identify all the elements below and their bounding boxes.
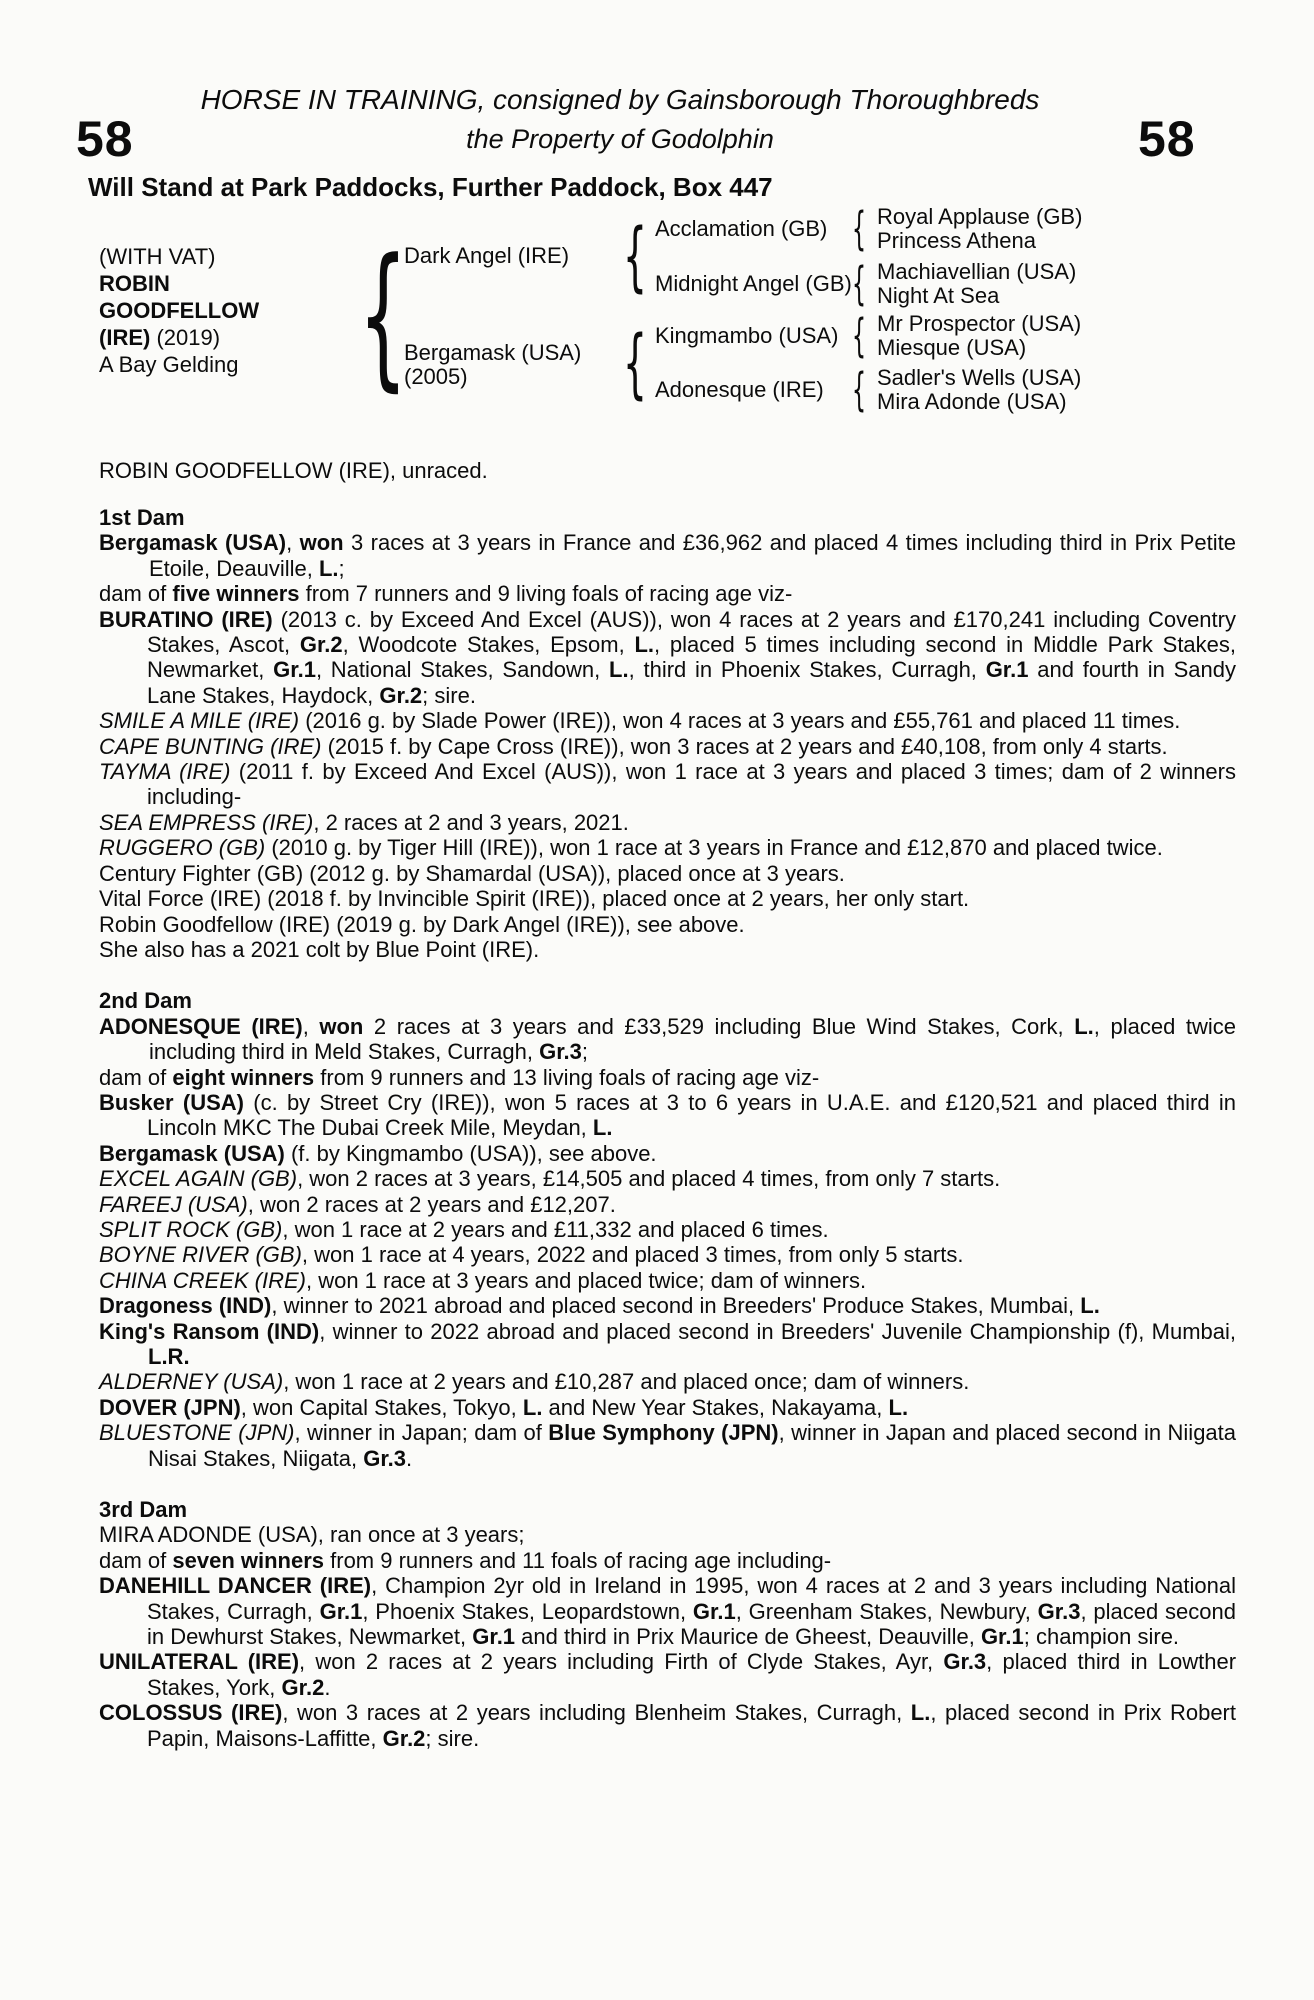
brace-icon: { xyxy=(622,211,648,300)
pedigree-text-paragraph xyxy=(99,1369,1236,1394)
text-segment: won xyxy=(319,1013,364,1039)
text-segment: five winners xyxy=(172,581,300,607)
text-segment: seven winners xyxy=(172,1547,325,1573)
text-segment: L. xyxy=(910,1700,931,1726)
race-record-line: ROBIN GOODFELLOW (IRE), unraced. xyxy=(99,458,488,483)
text-segment: , placed 5 times including second in Middle Park Stakes, Newmarket, xyxy=(147,632,1237,683)
text-segment: , Phoenix Stakes, Leopardstown, xyxy=(362,1598,693,1624)
section-title: 3rd Dam xyxy=(99,1497,188,1523)
text-segment: EXCEL AGAIN (GB) xyxy=(99,1166,298,1192)
text-segment: , won 1 race at 3 years and placed twice; dam of winners. xyxy=(305,1267,867,1293)
brace-icon: { xyxy=(622,318,648,407)
horse-name-line1: ROBIN xyxy=(99,271,170,296)
text-segment: Gr.2 xyxy=(299,632,343,658)
horse-description: A Bay Gelding xyxy=(99,352,239,377)
text-segment: 2 races at 3 years and £33,529 including Blue Wind Stakes, Cork, xyxy=(363,1013,1075,1039)
text-segment: Gr.2 xyxy=(281,1674,325,1700)
text-segment: Gr.3 xyxy=(363,1445,407,1471)
pedigree-text-paragraph xyxy=(99,1522,1236,1547)
sire-name: Dark Angel (IRE) xyxy=(404,243,570,268)
text-segment: L. xyxy=(1080,1293,1100,1319)
text-segment: ADONESQUE (IRE) xyxy=(99,1013,303,1039)
dam-year: (2005) xyxy=(404,364,468,389)
great-grandparent-name: Royal Applause (GB) xyxy=(877,204,1083,229)
text-segment: Gr.1 xyxy=(985,657,1029,683)
text-segment: , National Stakes, Sandown, xyxy=(315,657,610,683)
text-segment: King's Ransom (IND) xyxy=(99,1318,320,1344)
text-segment: Gr.1 xyxy=(472,1624,516,1650)
horse-suffix-year xyxy=(99,325,220,351)
pedigree-text-paragraph xyxy=(99,1420,1236,1471)
stand-location-line: Will Stand at Park Paddocks, Further Paddock, Box 447 xyxy=(88,172,773,202)
text-segment: , third in Phoenix Stakes, Curragh, xyxy=(628,657,986,683)
text-segment: L.R. xyxy=(148,1344,190,1369)
text-segment: , 2 races at 2 and 3 years, 2021. xyxy=(313,809,629,835)
pedigree-text-paragraph xyxy=(99,810,1236,835)
property-line: the Property of Godolphin xyxy=(466,124,774,154)
pedigree-text-paragraph xyxy=(99,1090,1236,1141)
vat-note: (WITH VAT) xyxy=(99,244,216,269)
pedigree-text-paragraph xyxy=(99,708,1236,733)
pedigree-text-paragraph xyxy=(99,835,1236,860)
great-grandparent-name: Princess Athena xyxy=(877,228,1036,253)
horse-name-line2: GOODFELLOW xyxy=(99,298,260,323)
text-segment: (c. by Street Cry (IRE)), won 5 races at 3 to 6 years in U.A.E. and £120,521 and placed third in Lincoln MKC The Dubai Creek Mile, Meydan, xyxy=(147,1089,1236,1141)
text-segment: , placed twice including third in Meld Stakes, Curragh, xyxy=(149,1013,1236,1065)
pedigree-text-paragraph xyxy=(99,734,1236,759)
text-segment: and New Year Stakes, Nakayama, xyxy=(542,1394,889,1420)
brace-icon: { xyxy=(358,225,408,406)
text-segment: , Greenham Stakes, Newbury, xyxy=(735,1598,1038,1624)
text-segment: , xyxy=(286,530,300,556)
text-segment: , winner to 2021 abroad and placed second in Breeders' Produce Stakes, Mumbai, xyxy=(271,1293,1081,1319)
text-segment: , won 2 races at 3 years, £14,505 and placed 4 times, from only 7 starts. xyxy=(297,1166,1001,1192)
text-segment: (2011 f. by Exceed And Excel (AUS)), won 1 race at 3 years and placed 3 times; dam of 2 winners including- xyxy=(147,759,1236,810)
text-segment: ; sire. xyxy=(422,682,476,708)
text-segment: CAPE BUNTING (IRE) xyxy=(99,733,322,759)
text-segment: DOVER (JPN) xyxy=(99,1394,241,1420)
pedigree-text-paragraph xyxy=(99,1242,1236,1267)
text-segment: CHINA CREEK (IRE) xyxy=(99,1267,306,1293)
text-segment: L. xyxy=(634,632,655,658)
pedigree-text-paragraph xyxy=(99,1065,1236,1090)
text-segment: Blue Symphony (JPN) xyxy=(548,1420,779,1446)
pedigree-text-paragraph xyxy=(99,581,1236,606)
text-segment: from 9 runners and 11 foals of racing age including- xyxy=(324,1547,832,1573)
pedigree-text-paragraph xyxy=(99,607,1236,709)
grandparent-name: Midnight Angel (GB) xyxy=(655,271,852,296)
pedigree-text-paragraph xyxy=(99,1166,1236,1191)
text-segment: (2016 g. by Slade Power (IRE)), won 4 races at 3 years and £55,761 and placed 11 times. xyxy=(299,708,1181,734)
text-segment: won xyxy=(299,530,344,556)
text-segment: Gr.1 xyxy=(273,657,316,683)
great-grandparent-name: Sadler's Wells (USA) xyxy=(877,365,1082,390)
text-segment: and fourth in Sandy Lane Stakes, Haydock, xyxy=(147,657,1237,708)
text-segment: (2013 c. by Exceed And Excel (AUS)), won 4 races at 2 years and £170,241 including Coventry Stakes, Ascot, xyxy=(147,606,1236,658)
text-segment: , winner to 2022 abroad and placed second in Breeders' Juvenile Championship (f), Mumbai, xyxy=(319,1318,1237,1344)
text-segment: BOYNE RIVER (GB) xyxy=(99,1242,302,1268)
text-segment: SPLIT ROCK (GB) xyxy=(99,1216,283,1242)
pedigree-text-paragraph xyxy=(99,1395,1236,1420)
pedigree-text-paragraph xyxy=(99,937,1236,962)
text-segment: L. xyxy=(592,1115,613,1141)
text-segment: RUGGERO (GB) xyxy=(99,835,266,861)
text-segment: , placed third in Lowther Stakes, York, xyxy=(147,1649,1237,1700)
text-segment: , placed second in Dewhurst Stakes, Newmarket, xyxy=(147,1598,1236,1650)
text-segment: MIRA ADONDE (USA), ran once at 3 years; xyxy=(99,1522,525,1548)
text-segment: (2010 g. by Tiger Hill (IRE)), won 1 race at 3 years in France and £12,870 and placed twice. xyxy=(265,835,1163,861)
great-grandparent-name: Night At Sea xyxy=(877,283,1000,308)
section-title: 1st Dam xyxy=(99,505,185,530)
pedigree-details xyxy=(99,505,1236,1751)
text-segment: SMILE A MILE (IRE) xyxy=(99,708,300,734)
pedigree-text-paragraph xyxy=(99,530,1236,581)
text-segment: , won Capital Stakes, Tokyo, xyxy=(240,1394,523,1420)
text-segment: ; xyxy=(581,1039,589,1065)
grandparent-name: Acclamation (GB) xyxy=(655,216,828,241)
brace-icon: { xyxy=(851,363,867,416)
text-segment: , won 1 race at 4 years, 2022 and placed 3 times, from only 5 starts. xyxy=(301,1242,964,1268)
pedigree-text-paragraph xyxy=(99,1548,1236,1573)
page-number-right: 58 xyxy=(1138,111,1196,167)
text-segment: L. xyxy=(318,555,339,581)
pedigree-text-paragraph xyxy=(99,861,1236,886)
great-grandparent-name: Mr Prospector (USA) xyxy=(877,311,1082,336)
text-segment: ALDERNEY (USA) xyxy=(99,1369,284,1395)
text-segment: , won 1 race at 2 years and £11,332 and placed 6 times. xyxy=(282,1216,829,1242)
text-segment: , Woodcote Stakes, Epsom, xyxy=(342,632,635,658)
grandparent-name: Kingmambo (USA) xyxy=(655,323,839,348)
text-segment: ; champion sire. xyxy=(1023,1624,1180,1650)
text-segment: (f. by Kingmambo (USA)), see above. xyxy=(284,1140,657,1166)
text-segment: SEA EMPRESS (IRE) xyxy=(99,809,314,835)
text-segment: Bergamask (USA) xyxy=(99,1140,285,1166)
text-segment: dam of xyxy=(99,1547,173,1573)
text-segment: . xyxy=(406,1445,413,1471)
pedigree-text-paragraph xyxy=(99,1319,1236,1370)
pedigree-text-paragraph xyxy=(99,1217,1236,1242)
great-grandparent-name: Machiavellian (USA) xyxy=(877,259,1077,284)
pedigree-text-paragraph xyxy=(99,886,1236,911)
dam-name: Bergamask (USA) xyxy=(404,340,582,365)
text-segment: Dragoness (IND) xyxy=(99,1293,272,1319)
text-segment: 3 races at 3 years in France and £36,962 and placed 4 times including third in Prix Petite Etoile, Deauville, xyxy=(149,530,1236,581)
text-segment: ; sire. xyxy=(425,1725,480,1751)
great-grandparent-name: Miesque (USA) xyxy=(877,335,1027,360)
grandparent-name: Adonesque (IRE) xyxy=(655,377,824,402)
text-segment: , xyxy=(302,1013,320,1039)
brace-icon: { xyxy=(851,257,867,310)
pedigree-text-paragraph xyxy=(99,1268,1236,1293)
text-segment: Century Fighter (GB) (2012 g. by Shamardal (USA)), placed once at 3 years. xyxy=(99,860,845,886)
text-segment: Gr.1 xyxy=(980,1624,1024,1650)
text-segment: Gr.1 xyxy=(319,1598,363,1624)
text-segment: UNILATERAL (IRE) xyxy=(99,1649,300,1675)
text-segment: (2015 f. by Cape Cross (IRE)), won 3 races at 2 years and £40,108, from only 4 starts. xyxy=(321,733,1168,759)
text-segment: , winner in Japan and placed second in Niigata Nisai Stakes, Niigata, xyxy=(148,1420,1237,1471)
text-segment: Gr.2 xyxy=(379,682,423,708)
text-segment: She also has a 2021 colt by Blue Point (IRE). xyxy=(99,936,540,962)
text-segment: Gr.1 xyxy=(692,1598,736,1624)
brace-icon: { xyxy=(851,309,867,362)
section-title: 2nd Dam xyxy=(99,988,192,1014)
text-segment: from 9 runners and 13 living foals of racing age viz- xyxy=(314,1064,820,1090)
pedigree-text-paragraph xyxy=(99,1192,1236,1217)
text-segment: L. xyxy=(522,1394,543,1420)
horse-suffix: (IRE) xyxy=(99,325,151,350)
text-segment: COLOSSUS (IRE) xyxy=(99,1700,283,1726)
text-segment: Bergamask (USA) xyxy=(99,530,287,556)
text-segment: ; xyxy=(338,555,345,581)
text-segment: Robin Goodfellow (IRE) (2019 g. by Dark Angel (IRE)), see above. xyxy=(99,911,745,937)
text-segment: , won 2 races at 2 years including Firth of Clyde Stakes, Ayr, xyxy=(299,1649,944,1675)
text-segment: , won 3 races at 2 years including Blenheim Stakes, Curragh, xyxy=(282,1700,911,1726)
text-segment: Busker (USA) xyxy=(99,1089,244,1115)
text-segment: , Champion 2yr old in Ireland in 1995, won 4 races at 2 and 3 years including National Stakes, Curragh, xyxy=(147,1573,1236,1624)
text-segment: , won 1 race at 2 years and £10,287 and placed once; dam of winners. xyxy=(283,1369,970,1395)
text-segment: BLUESTONE (JPN) xyxy=(99,1420,295,1446)
text-segment: eight winners xyxy=(172,1064,315,1090)
text-segment: , won 2 races at 2 years and £12,207. xyxy=(247,1191,616,1217)
text-segment: TAYMA (IRE) xyxy=(99,759,231,785)
text-segment: BURATINO (IRE) xyxy=(99,606,273,632)
text-segment: L. xyxy=(1074,1013,1094,1039)
text-segment: and third in Prix Maurice de Gheest, Deauville, xyxy=(515,1624,981,1650)
horse-year: (2019) xyxy=(156,325,221,350)
text-segment: Vital Force (IRE) (2018 f. by Invincible Spirit (IRE)), placed once at 2 years, her only start. xyxy=(99,886,970,912)
text-segment: dam of xyxy=(99,1064,173,1090)
pedigree-text-paragraph xyxy=(99,1141,1236,1166)
text-segment: dam of xyxy=(99,581,173,607)
text-segment: from 7 runners and 9 living foals of racing age viz- xyxy=(299,581,793,607)
text-segment: Gr.3 xyxy=(1037,1598,1081,1624)
text-segment: Gr.3 xyxy=(943,1649,987,1675)
pedigree-text-paragraph xyxy=(99,1649,1236,1700)
great-grandparent-name: Mira Adonde (USA) xyxy=(877,389,1067,414)
pedigree-text-paragraph xyxy=(99,1014,1236,1065)
consignor-line: HORSE IN TRAINING, consigned by Gainsborough Thoroughbreds xyxy=(200,84,1040,115)
brace-icon: { xyxy=(851,202,867,255)
text-segment: . xyxy=(324,1674,331,1700)
text-segment: , placed second in Prix Robert Papin, Maisons-Laffitte, xyxy=(147,1700,1236,1751)
text-segment: Gr.3 xyxy=(539,1039,582,1065)
pedigree-text-paragraph xyxy=(99,1573,1236,1649)
pedigree-text-paragraph xyxy=(99,1293,1236,1318)
pedigree-text-paragraph xyxy=(99,912,1236,937)
text-segment: DANEHILL DANCER (IRE) xyxy=(99,1573,372,1599)
page-number-left: 58 xyxy=(76,111,134,167)
text-segment: L. xyxy=(609,657,629,683)
text-segment: FAREEJ (USA) xyxy=(99,1191,248,1217)
pedigree-text-paragraph xyxy=(99,759,1236,810)
text-segment: , winner in Japan; dam of xyxy=(294,1420,549,1446)
text-segment: L. xyxy=(888,1394,909,1420)
text-segment: Gr.2 xyxy=(382,1725,426,1751)
pedigree-text-paragraph xyxy=(99,1700,1236,1751)
